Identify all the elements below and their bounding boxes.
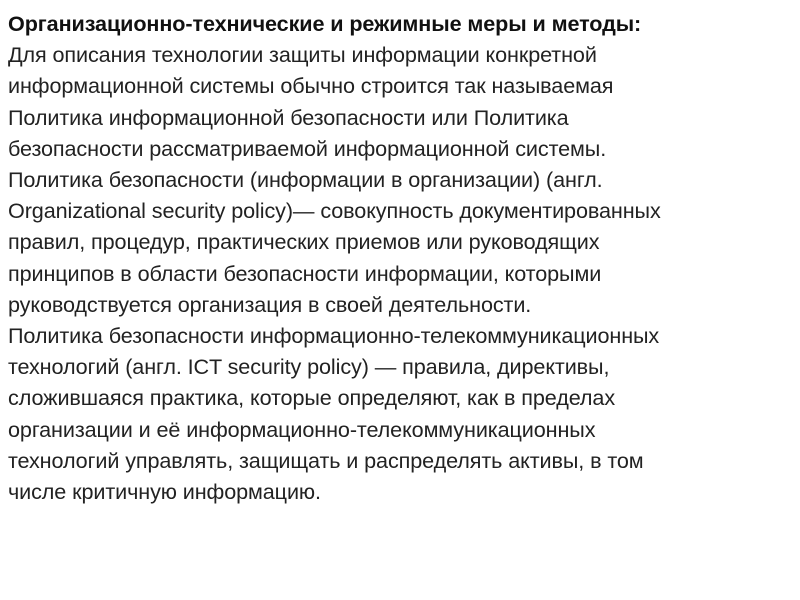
text-line: информационной системы обычно строится так называемая bbox=[8, 73, 614, 99]
slide-text-block bbox=[8, 8, 792, 507]
text-line: технологий управлять, защищать и распределять активы, в том bbox=[8, 447, 644, 473]
text-line: руководствуется организация в своей деятельности. bbox=[8, 291, 532, 317]
slide-title: Организационно-технические и режимные меры и методы: bbox=[8, 11, 642, 36]
text-line: Политика безопасности (информации в организации) (англ. bbox=[8, 167, 603, 193]
text-line: Политика безопасности информационно-телекоммуникационных bbox=[8, 323, 660, 349]
text-line: безопасности рассматриваемой информационной системы. bbox=[8, 135, 607, 161]
text-line: сложившаяся практика, которые определяют, как в пределах bbox=[8, 385, 616, 411]
text-line: Organizational security policy)— совокупность документированных bbox=[8, 198, 661, 224]
text-line: технологий (англ. ICT security policy) — правила, директивы, bbox=[8, 354, 610, 380]
text-line: организации и её информационно-телекоммуникационных bbox=[8, 416, 596, 442]
text-line: принципов в области безопасности информации, которыми bbox=[8, 260, 602, 286]
text-line: Для описания технологии защиты информации конкретной bbox=[8, 42, 597, 68]
text-line: правил, процедур, практических приемов или руководящих bbox=[8, 229, 600, 255]
text-line: Политика информационной безопасности или Политика bbox=[8, 104, 569, 130]
text-line: числе критичную информацию. bbox=[8, 479, 321, 505]
